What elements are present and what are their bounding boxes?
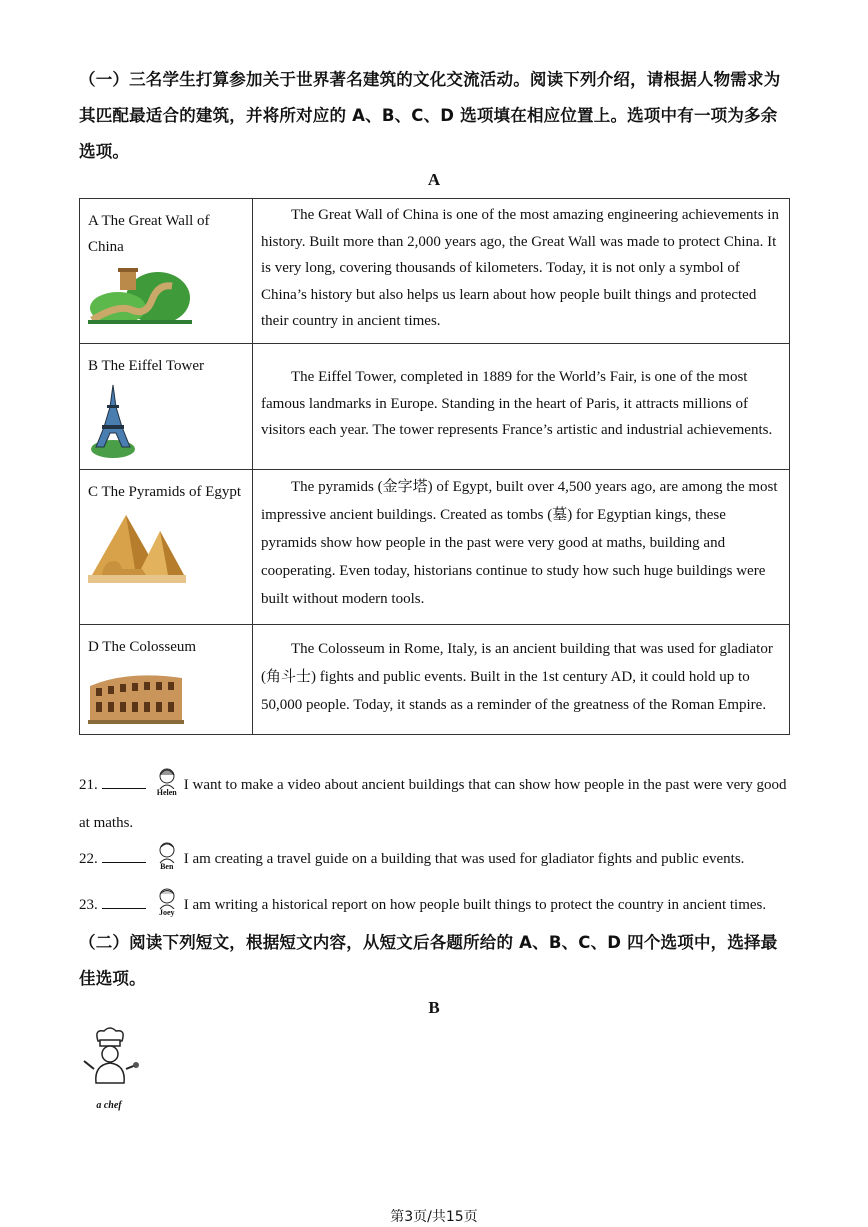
part1-heading: （一）三名学生打算参加关于世界著名建筑的文化交流活动。阅读下列介绍，请根据人物需求为其匹配最适合的建筑，并将所对应的 A、B、C、D 选项填在相应位置上。选项中有一项为多余选项。	[79, 70, 781, 161]
answer-blank[interactable]	[102, 848, 146, 863]
chef-icon	[80, 1025, 140, 1085]
table-row	[80, 470, 790, 625]
option-label-cell	[80, 344, 253, 470]
option-description: The Great Wall of China is one of the most amazing engineering achievements in history. Built more than 2,000 years ago, the Great Wall was made to protect China. It is very long, covering thousands of kilometers. Today, it is not only a symbol of China’s history but also helps us learn about how people built things and protected their country in ancient times.	[253, 199, 790, 344]
table-row	[80, 344, 790, 470]
person-name: Ben	[160, 862, 174, 871]
colosseum-icon	[88, 664, 184, 724]
eiffel-tower-icon	[88, 383, 138, 459]
part2-heading: （二）阅读下列短文，根据短文内容，从短文后各题所给的 A、B、C、D 四个选项中，选择最佳选项。	[79, 933, 778, 988]
table-row	[80, 625, 790, 735]
chef-caption: a chef	[96, 1100, 122, 1111]
person-name: Helen	[156, 788, 177, 797]
pyramids-icon	[88, 513, 186, 583]
question-number: 23.	[79, 897, 98, 913]
question-22	[79, 841, 791, 872]
person-icon	[154, 841, 180, 871]
question-number: 22.	[79, 851, 98, 867]
option-description: The Colosseum in Rome, Italy, is an ancient building that was used for gladiator (角斗士) fights and public events. Built in the 1st century AD, it could hold up to 50,000 people. Today, it stands as a reminder of the greatness of the Roman Empire.	[253, 625, 790, 735]
option-label: C The Pyramids of Egypt	[88, 484, 242, 500]
section-letter-b: B	[428, 998, 440, 1017]
great-wall-icon	[88, 264, 192, 324]
option-description: The pyramids (金字塔) of Egypt, built over 4,500 years ago, are among the most impressive ancient buildings. Created as tombs (墓) for Egyptian kings, these pyramids show how people in the past were very good at maths, building and cooperating. Even today, historians continue to study how such huge buildings were built without modern tools.	[253, 470, 790, 625]
question-text: I am creating a travel guide on a building that was used for gladiator fights and public events.	[183, 851, 745, 867]
person-icon	[154, 767, 180, 797]
question-23	[79, 887, 791, 918]
answer-blank[interactable]	[102, 774, 146, 789]
question-21	[79, 766, 791, 842]
option-description: The Eiffel Tower, completed in 1889 for the World’s Fair, is one of the most famous landmarks in Europe. Standing in the heart of Paris, it attracts millions of visitors each year. The tower represents France’s artistic and industrial achievements.	[253, 344, 790, 470]
option-label: A The Great Wall of China	[88, 213, 210, 255]
answer-blank[interactable]	[102, 894, 146, 909]
attractions-table	[79, 198, 790, 735]
table-row	[80, 199, 790, 344]
page-footer: 第3页/共15页	[390, 1209, 478, 1225]
option-label-cell	[80, 625, 253, 735]
option-label-cell	[80, 199, 253, 344]
person-name: Joey	[158, 908, 175, 917]
question-text: I want to make a video about ancient buildings that can show how people in the past were very good at maths.	[79, 777, 787, 831]
option-label: D The Colosseum	[88, 639, 197, 655]
section-letter-a: A	[427, 170, 441, 189]
question-number: 21.	[79, 777, 98, 793]
option-label: B The Eiffel Tower	[88, 358, 205, 374]
person-icon	[154, 887, 180, 917]
option-label-cell	[80, 470, 253, 625]
question-text: I am writing a historical report on how people built things to protect the country in ancient times.	[183, 897, 767, 913]
chef-picture	[80, 1025, 146, 1111]
